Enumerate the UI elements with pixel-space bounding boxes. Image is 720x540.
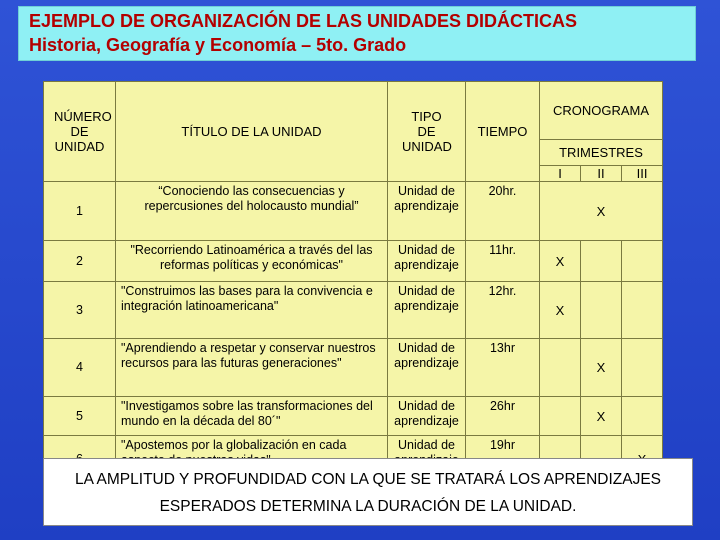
unit-title: “Conociendo las consecuencias y repercusiones del holocausto mundial”	[116, 182, 388, 241]
schedule-mark-t1: X	[540, 282, 581, 339]
schedule-mark-t3	[622, 339, 663, 397]
schedule-mark-t1	[540, 339, 581, 397]
note-banner	[43, 458, 693, 526]
unit-title: "Construimos las bases para la convivencia e integración latinoamericana"	[116, 282, 388, 339]
header-trimester-2: II	[581, 166, 622, 182]
unit-number: 5	[44, 397, 116, 436]
units-table-container	[43, 81, 663, 484]
schedule-mark-t3	[622, 282, 663, 339]
unit-type: Unidad de aprendizaje	[388, 397, 466, 436]
table-row	[44, 241, 663, 282]
unit-number: 3	[44, 282, 116, 339]
unit-type: Unidad de aprendizaje	[388, 241, 466, 282]
slide-title-box	[18, 6, 696, 61]
slide-subtitle: Historia, Geografía y Economía – 5to. Grado	[29, 35, 407, 55]
table-row	[44, 282, 663, 339]
unit-type: Unidad de	[388, 436, 466, 484]
header-trimesters: TRIMESTRES	[540, 140, 663, 166]
header-type: TIPO DE UNIDAD	[388, 82, 466, 182]
unit-type: Unidad de aprendizaje	[388, 282, 466, 339]
unit-time: 19hr	[466, 436, 540, 484]
schedule-mark-t2: X	[581, 339, 622, 397]
unit-time: 12hr.	[466, 282, 540, 339]
table-row	[44, 182, 663, 241]
unit-time: 26hr	[466, 397, 540, 436]
schedule-mark-t2: X	[581, 397, 622, 436]
unit-title: "Apostemos por la globalización en cada	[116, 436, 388, 484]
note-line-1: LA AMPLITUD Y PROFUNDIDAD CON LA QUE SE TRATARÁ LOS APRENDIZAJES	[75, 471, 661, 488]
schedule-mark-t3	[622, 241, 663, 282]
unit-time: 20hr.	[466, 182, 540, 241]
header-trimester-3: III	[622, 166, 663, 182]
unit-number: 2	[44, 241, 116, 282]
unit-type: Unidad de aprendizaje	[388, 182, 466, 241]
header-time: TIEMPO	[466, 82, 540, 182]
units-table	[43, 81, 663, 484]
unit-title: "Recorriendo Latinoamérica a través del las reformas políticas y económicas"	[116, 241, 388, 282]
unit-type: Unidad de aprendizaje	[388, 339, 466, 397]
schedule-mark: X	[540, 182, 663, 241]
table-row	[44, 339, 663, 397]
schedule-mark-t1: X	[540, 241, 581, 282]
unit-number: 4	[44, 339, 116, 397]
schedule-mark-t1	[540, 397, 581, 436]
table-row	[44, 397, 663, 436]
unit-title: "Investigamos sobre las transformaciones del mundo en la década del 80´"	[116, 397, 388, 436]
slide-title: EJEMPLO DE ORGANIZACIÓN DE LAS UNIDADES DIDÁCTICAS	[29, 11, 578, 31]
unit-time: 11hr.	[466, 241, 540, 282]
unit-title: "Aprendiendo a respetar y conservar nuestros recursos para las futuras generaciones"	[116, 339, 388, 397]
unit-time: 13hr	[466, 339, 540, 397]
note-line-2: ESPERADOS DETERMINA LA DURACIÓN DE LA UNIDAD.	[159, 498, 577, 515]
schedule-mark-t3	[622, 397, 663, 436]
schedule-mark-t2	[581, 241, 622, 282]
header-title: TÍTULO DE LA UNIDAD	[116, 82, 388, 182]
schedule-mark-t2	[581, 282, 622, 339]
header-trimester-1: I	[540, 166, 581, 182]
header-schedule: CRONOGRAMA	[540, 82, 663, 140]
header-number: NÚMERO DE UNIDAD	[44, 82, 116, 182]
unit-number: 1	[44, 182, 116, 241]
